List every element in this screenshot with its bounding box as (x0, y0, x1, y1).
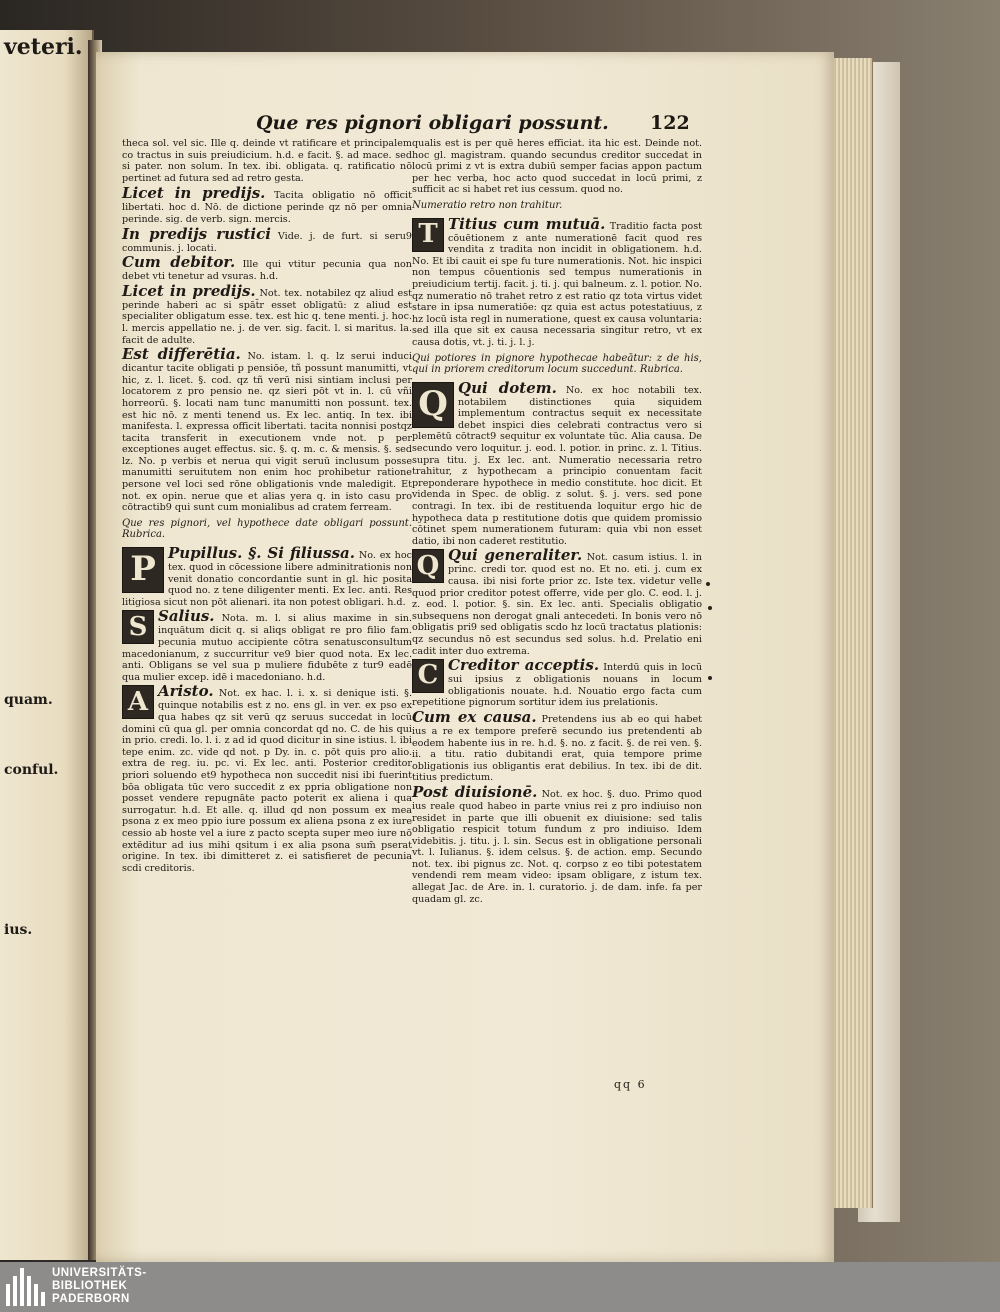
right-column (412, 138, 702, 905)
entry-text: Pretendens ius ab eo qui habet ius a re ex tempore preferē secundo ius pretendenti ab eodem habente ius in re. h.d. §. no. z facit. §. de rei ven. §. ii. a titu. ratio dubitandi erat, quia tempore prime obligationis ius obligantis erat debilius. In tex. ibi de dit. titius predictum. (412, 713, 702, 784)
entry-text: Traditio facta post cōuētionem z ante numerationē facit quod res vendita z tradita non incidit in obligationem. h.d. No. Et ibi cauit ei spe fu ture numerationis. Not. hic inspici non tempus cōuentionis sed tempus numerationis in preiudicium tertij. facit. j. ti. j. qui balneum. z. l. potior. No. qz numeratio nō trahet retro z est ratio qz tota virtus videt stare in ipsa numeratiōe: qz quia est actus potestatiuus, z hz locū ista regl in numeratione, quest ex causa voluntaria: sed illa que sit ex causa necessaria singitur retro, vt ex causa dotis, vt. j. ti. j. l. j. (412, 220, 702, 348)
left-page-heading-4: ius. (4, 922, 33, 938)
left-column (122, 138, 412, 874)
entry-lemma: Titius cum mutuā. (448, 214, 606, 233)
right-entry (412, 547, 702, 657)
left-entry (122, 608, 412, 683)
entry-text: Ille qui vtitur pecunia qua non debet vti tenetur ad vsuras. h.d. (122, 259, 412, 283)
page-edges (828, 58, 873, 1208)
entry-lemma: Cum debitor. (122, 253, 236, 272)
entry-lemma: Pupillus. §. Si filiussa. (168, 544, 355, 563)
entry-lemma: Licet in predijs. (122, 184, 266, 203)
entry-text: No. istam. l. q. lz serui induci dicantur tacite obligati p pensiōe, tñ possunt manumitti, vt hic, z. l. licet. §. cod. qz tñ verū nisi sintiam inclusi per locatorem z pro pensio ne. qz sieri pōt vt in. l. cū vñi horreorū. §. locati nam tunc manumitti non possunt. tex. est hic nō. z menti tenend us. Ex lec. antiq. In tex. ibi manifesta. l. expressa officit libertati. tacita nonnisi postqz tacita transferit in executionem vnde not. p per exceptiones auget effectus. sic. §. q. m. c. & mensis. §. sed lz. No. p verbis et nerua qui vigit seruū inclusum posse manumitti seruitutem non enim hoc prohibetur ratione persone vel loci sed rōne obligationis vnde maledigit. Et not. ex opin. nerue que et alias yera q. in isto casu pro cōtractib9 qui sunt cum monialibus ad cratem ferream. (122, 351, 412, 514)
decorated-initial: P (122, 547, 164, 593)
left-entry (122, 346, 412, 514)
entry-text: Not. ex hac. l. i. x. si denique isti. §. quinque notabilis est z no. ens gl. in ver. ex pso ex qua habes qz sit verū qz seruus succedat in locū domini cū qua gl. per omnia concordat qd no. C. de his qui in prio. credi. lo. l. i. z ad id quod dicitur in sine istius. l. ibi tepe enim. zc. vide qd not. p Dy. in. c. pōt quis pro alio. extra de reg. iu. pc. vi. Ex lec. anti. Posterior creditor priori soluendo et9 hypotheca non succedit nisi ibi fuerint bōa obligata tūc vero succedit z ex ppria obligatione non posset vendere repugnāte pacto poterit ex aliena i qua surrogatur. h.d. Et alle. q. illud qd non possum ex mea psona z ex meo ppio iure possum ex aliena psona z ex iure cessio ab hoste vel a iure z pacto scepta super meo iure nō extēditur ad ius mihi qsitum i ex alia psona sum̄ pserat origine. In tex. ibi dimitteret z. ei satisfieret de pecunia scdi creditoris. (122, 688, 412, 874)
margin-dot (706, 582, 710, 586)
entry-text: Not. ex hoc. §. duo. Primo quod ius reale quod habeo in parte vnius rei z pro indiuiso non residet in parte que illi obuenit ex diuisione: sed talis obligatio respicit totum fundum z pro indiuiso. Idem videbitis. j. titu. j. l. sin. Secus est in obligatione personali vt. l. Iulianus. §. idem celsus. §. de action. emp. Secundo not. tex. ibi pignus zc. Not. q. corpso z eo tibi potestatem vendendi rem meam video: ipsam obligare, z istum tex. allegat Jac. de Are. in. l. curatorio. j. de dam. infe. fa per quadam gl. zc. (412, 788, 702, 905)
entry-text: Vide. j. de furt. si seru9 communis. j. locati. (122, 230, 412, 254)
library-name (52, 1267, 147, 1306)
entry-text: No. ex hoc notabili tex. notabilem distinctiones quia siquidem implementum contractus sequit ex necessitate debet inspici dies celebrati contractus vero si plemētū cōtract9 sequitur ex voluntate tūc. Alia causa. De secundo vero loquitur. j. eod. l. potior. in princ. z. l. Titius. supra titu. j. Ex lec. ant. Numeratio necessaria retro trahitur, z hypothecam a principio conuentam facit preponderare hypothece in medio constitute. hoc dicit. Et videnda in Spec. de oblig. z solut. §. j. vers. sed pone contragi. In tex. ibi de restituenda loquitur ergo hic de hypotheca data p restitutione dotis que quidem promissio cōtinet spem numerationem futuram: quia vbi non esset datio, ibi non caderet restitutio. (412, 384, 702, 547)
right-entry (412, 709, 702, 784)
left-entry (122, 254, 412, 283)
left-entry (122, 545, 412, 608)
left-intro: theca sol. vel sic. Ille q. deinde vt ratificare et principalem co tractus in suis preiudicium. h.d. e facit. §. ad mace. sed si pater. non solum. In tex. ibi. obligata. q. ratificatio nō pertinet ad futura sed ad retro gesta. (122, 138, 412, 184)
entry-text: Nota. m. l. si alius maxime in sin. inquātum dicit q. si aliqs obligat re pro filio fam. pecunia mutuo accipiente cōtra senatusconsultum macedonianum, z succurritur ve9 bier quod nota. Ex lec. anti. Obligans se vel sua p muliere fidubēte z tur9 eadē qua mulier excep. idē i macedoniano. h.d. (122, 613, 412, 683)
decorated-initial: A (122, 685, 154, 719)
signature-mark: qq 6 (614, 1078, 647, 1091)
entry-lemma: Creditor acceptis. (448, 656, 600, 675)
entry-lemma: Post diuisionē. (412, 782, 538, 801)
left-page-heading-2: quam. (4, 692, 53, 708)
entry-text: Not. casum istius. l. in princ. credi tor. quod est no. Et no. eti. j. cum ex causa. ibi nisi forte prior zc. Iste tex. videtur velle quod prior creditor potest offerre, vide per glo. C. eod. l. j. z. eod. l. potior. §. sin. Ex lec. anti. Specialis obligatio subsequens non derogat gnali antecedeti. In bonis vero nō obligatis pri9 sed obligatis scdo hz locū tractatus plationis: qz secundus nō est secundus sed solus. h.d. Prelatio eni cadit inter duo extrema. (412, 552, 702, 657)
left-page-heading: veteri. (4, 34, 83, 60)
entry-lemma: Est differētia. (122, 345, 241, 364)
library-name-line-1: UNIVERSITÄTS- (52, 1267, 147, 1279)
entry-text: No. ex hoc tex. quod in cōcessione libere adminitrationis non venit donatio concordantie sunt in gl. hic posita quod no. z tene diligenter menti. Ex lec. anti. Res litigiosa sicut non pōt alienari. ita non potest obligari. h.d. (122, 550, 412, 608)
folio-number: 122 (650, 112, 690, 134)
entry-text: Not. tex. notabilez qz aliud est perinde haberi ac si spāt̄r esset obligatū: z aliud est specialiter obligatum esse. tex. est hic q. tene menti. j. hoc. l. mercis appellatio ne. j. de ver. sig. facit. l. si maritus. la. facit de adulte. (122, 287, 412, 346)
margin-dot (708, 676, 712, 680)
entry-lemma: In predijs rustici (122, 224, 271, 243)
library-logo-icon (6, 1268, 46, 1306)
entry-lemma: Qui generaliter. (448, 546, 583, 565)
left-entry (122, 683, 412, 874)
library-name-line-3: PADERBORN (52, 1293, 130, 1305)
library-name-line-2: BIBLIOTHEK (52, 1280, 128, 1292)
right-intro: qualis est is per quē heres efficiat. ita hic est. Deinde not. hoc gl. magistram. quando secundus creditor succedat in locū primi z vt is extra dubiū semper facias appon pactum per hec verba, hoc acto quod succedat in locū primi, z sufficit ac si habet ret ius cessum. quod no. (412, 138, 702, 196)
entry-lemma: Aristo. (158, 682, 214, 701)
entry-lemma: Qui dotem. (458, 378, 557, 397)
decorated-initial: Q (412, 382, 454, 428)
library-footer (0, 1262, 1000, 1312)
left-entry (122, 185, 412, 225)
entry-lemma: Cum ex causa. (412, 707, 537, 726)
left-entry (122, 283, 412, 346)
entry-text: Tacita obligatio nō officit libertati. hoc d. Nō. de dictione perinde qz nō per omnia perinde. sig. de verb. sign. mercis. (122, 190, 412, 225)
margin-dot (708, 606, 712, 610)
left-page-heading-3: conful. (4, 762, 59, 778)
rubric-heading: Que res pignori, vel hypothece date obligari possunt. Rubrica. (122, 517, 412, 541)
running-title: Que res pignori obligari possunt. (256, 112, 609, 134)
left-page-text-block (0, 130, 92, 690)
entry-text: Interdū quis in locū sui ipsius z obligationis nouans in locum obligationis nouate. h.d. Nouatio ergo facta cum repetitione pignorum sortitur idem ius prelationis. (412, 662, 702, 709)
right-entry (412, 216, 702, 349)
rubric-heading: Qui potiores in pignore hypothecae habeātur: z de his, qui in priorem creditorum locum succedunt. Rubrica. (412, 352, 702, 376)
right-entry (412, 380, 702, 548)
entry-lemma: Salius. (158, 607, 215, 626)
right-entry (412, 657, 702, 709)
decorated-initial: C (412, 659, 444, 693)
decorated-initial: T (412, 218, 444, 252)
decorated-initial: Q (412, 549, 444, 583)
previous-page-edge (0, 30, 94, 1260)
left-entry (122, 226, 412, 255)
right-entry (412, 784, 702, 905)
decorated-initial: S (122, 610, 154, 644)
entry-lemma: Licet in predijs. (122, 281, 256, 300)
side-note: Numeratio retro non trahitur. (412, 199, 563, 211)
